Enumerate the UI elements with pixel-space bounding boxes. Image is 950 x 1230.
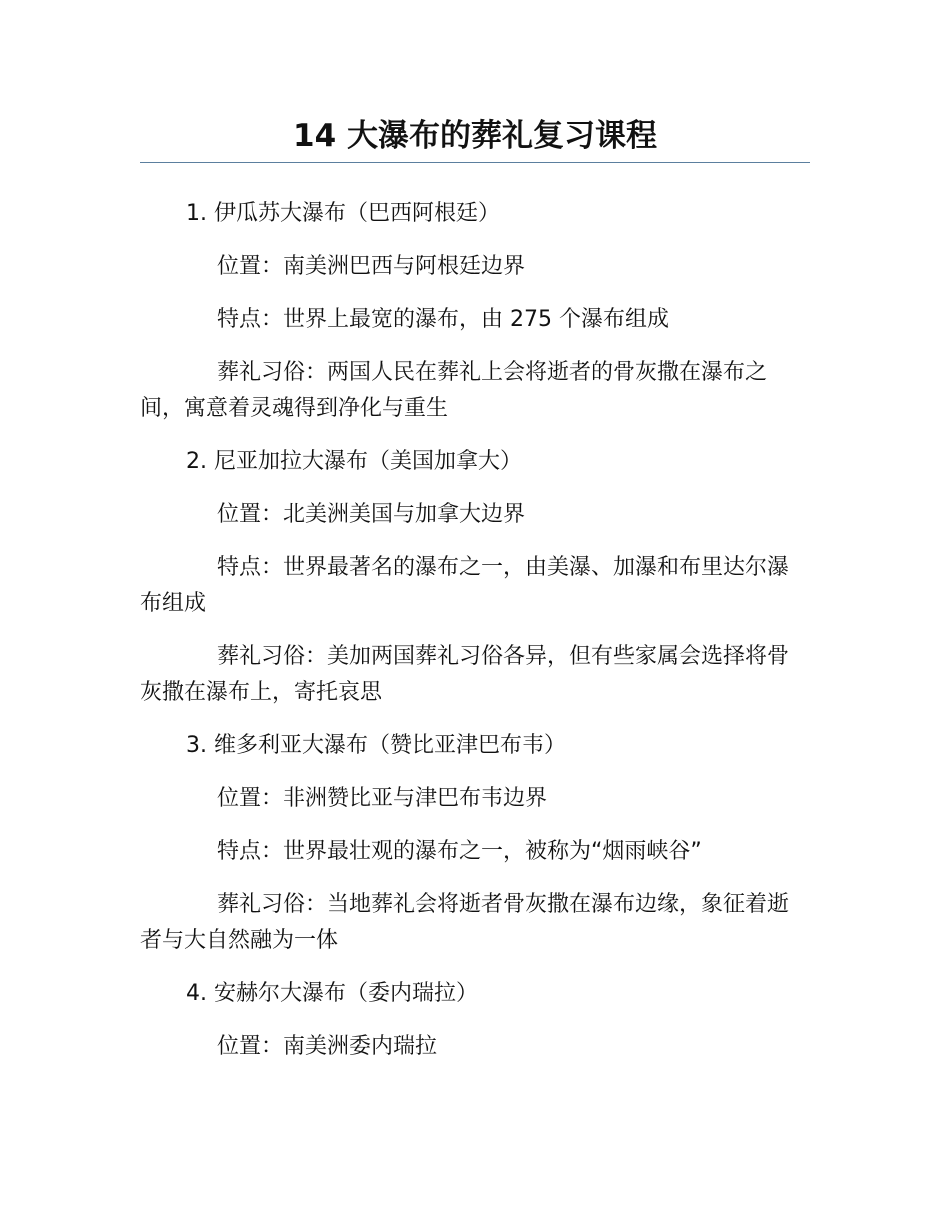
section-angel bbox=[140, 976, 795, 1065]
section-heading: 2. 尼亚加拉大瀑布（美国加拿大） bbox=[186, 449, 522, 474]
section-heading: 1. 伊瓜苏大瀑布（巴西阿根廷） bbox=[186, 201, 500, 226]
section-victoria bbox=[140, 728, 795, 959]
custom-paragraph: 葬礼习俗：当地葬礼会将逝者骨灰撒在瀑布边缘，象征着逝者与大自然融为一体 bbox=[140, 892, 790, 953]
location-paragraph: 位置：非洲赞比亚与津巴布韦边界 bbox=[217, 786, 548, 811]
feature-paragraph: 特点：世界最著名的瀑布之一，由美瀑、加瀑和布里达尔瀑布组成 bbox=[140, 555, 790, 616]
feature-paragraph: 特点：世界上最宽的瀑布，由 275 个瀑布组成 bbox=[217, 307, 669, 332]
location-paragraph: 位置：南美洲委内瑞拉 bbox=[217, 1034, 438, 1059]
document-body bbox=[140, 196, 795, 1082]
title-divider bbox=[140, 162, 810, 163]
custom-paragraph: 葬礼习俗：美加两国葬礼习俗各异，但有些家属会选择将骨灰撒在瀑布上，寄托哀思 bbox=[140, 644, 790, 705]
section-heading: 3. 维多利亚大瀑布（赞比亚津巴布韦） bbox=[186, 733, 566, 758]
location-paragraph: 位置：北美洲美国与加拿大边界 bbox=[217, 502, 526, 527]
feature-paragraph: 特点：世界最壮观的瀑布之一，被称为“烟雨峡谷” bbox=[217, 839, 702, 864]
location-paragraph: 位置：南美洲巴西与阿根廷边界 bbox=[217, 254, 526, 279]
section-heading: 4. 安赫尔大瀑布（委内瑞拉） bbox=[186, 981, 478, 1006]
custom-paragraph: 葬礼习俗：两国人民在葬礼上会将逝者的骨灰撒在瀑布之间，寓意着灵魂得到净化与重生 bbox=[140, 360, 768, 421]
section-iguazu bbox=[140, 196, 795, 427]
page-title: 14 大瀑布的葬礼复习课程 bbox=[293, 118, 657, 154]
section-niagara bbox=[140, 444, 795, 711]
